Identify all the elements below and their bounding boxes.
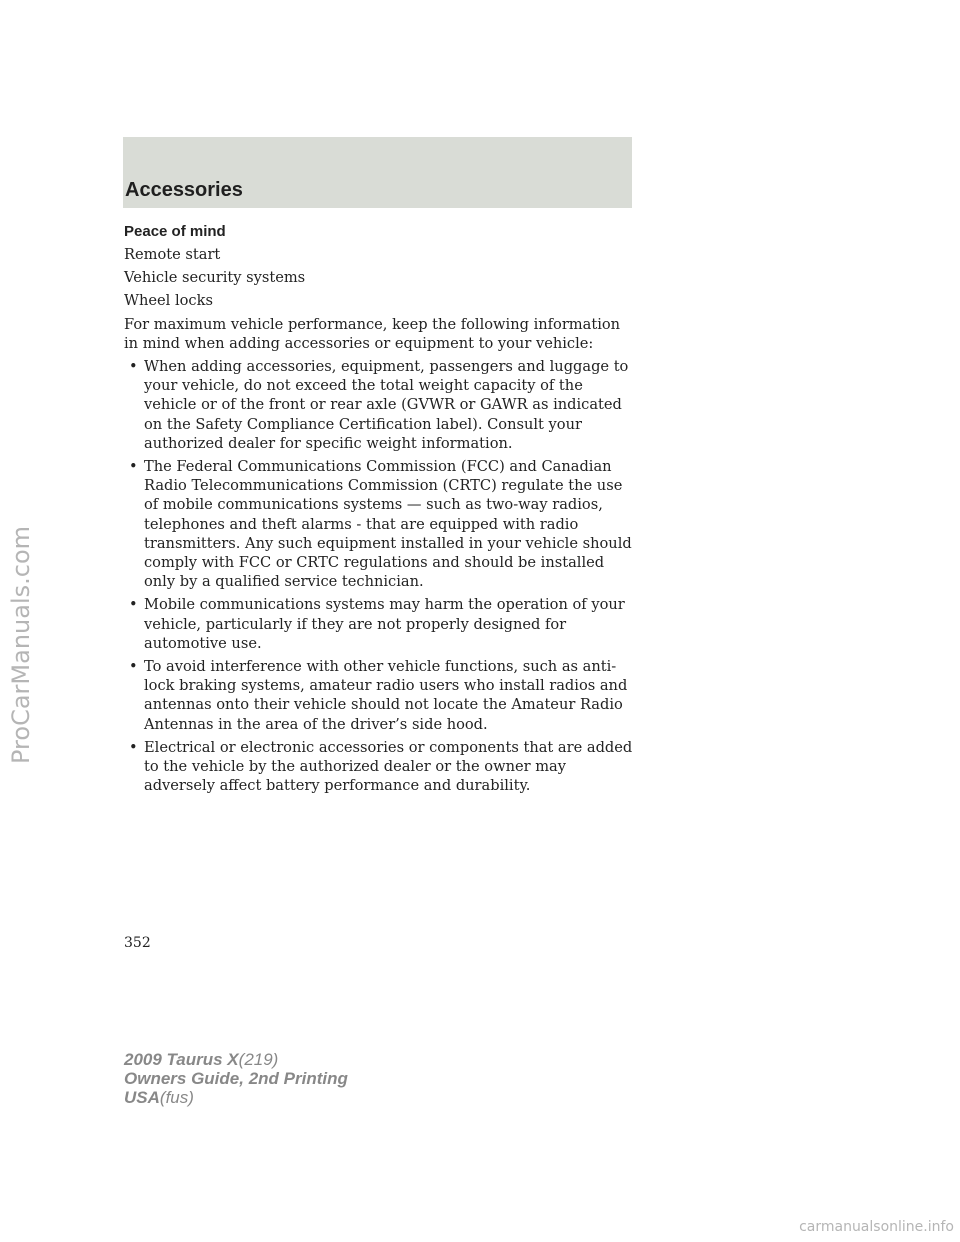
section-heading: Peace of mind — [124, 223, 226, 240]
page-number: 352 — [124, 935, 151, 951]
bottom-watermark: carmanualsonline.info — [799, 1219, 954, 1235]
bullet-list — [124, 357, 636, 795]
section-title: Accessories — [125, 179, 243, 201]
bullet-icon: • — [129, 658, 138, 676]
list-item: Wheel locks — [124, 292, 213, 310]
bullet-icon: • — [129, 596, 138, 614]
list-item: Vehicle security systems — [124, 269, 306, 287]
list-item: Remote start — [124, 246, 221, 263]
footer-market-code: (fus) — [159, 1088, 194, 1107]
bullet-text: To avoid interference with other vehicle functions, such as anti-lock braking systems, amateur radio users who install radios and antennas onto their vehicle should not locate the Amateur Radio Antennas in the area of the driver’s side hood. — [144, 658, 628, 733]
footer-line-1 — [124, 1050, 348, 1069]
bullet-text: When adding accessories, equipment, passengers and luggage to your vehicle, do not exceed the total weight capacity of the vehicle or of the front or rear axle (GVWR or GAWR as indicated on the Safety Compliance Certification label). Consult your authorized dealer for specific weight information. — [144, 358, 629, 452]
bullet-icon: • — [129, 738, 138, 756]
document-footer — [124, 1050, 348, 1107]
intro-paragraph: For maximum vehicle performance, keep the following information in mind when adding accessories or equipment to your vehicle: — [124, 315, 621, 352]
page-content — [124, 222, 636, 799]
bullet-icon: • — [129, 458, 138, 476]
bullet-item — [124, 595, 636, 653]
bullet-text: Mobile communications systems may harm the operation of your vehicle, particularly if they are not properly designed for automotive use. — [144, 596, 625, 652]
bullet-icon: • — [129, 358, 138, 376]
bullet-item — [124, 738, 636, 796]
footer-model: 2009 Taurus X — [124, 1050, 239, 1069]
section-header-band — [123, 137, 632, 208]
bullet-item — [124, 357, 636, 453]
footer-model-code: (219) — [238, 1050, 279, 1069]
footer-line-2: Owners Guide, 2nd Printing — [124, 1069, 348, 1088]
bullet-text: Electrical or electronic accessories or components that are added to the vehicle by the authorized dealer or the owner may adversely affect battery performance and durability. — [144, 738, 633, 795]
footer-line-3 — [124, 1088, 348, 1107]
side-watermark: ProCarManuals.com — [7, 525, 35, 764]
bullet-item — [124, 457, 636, 591]
footer-market: USA — [124, 1088, 160, 1107]
bullet-text: The Federal Communications Commission (FCC) and Canadian Radio Telecommunications Commission (CRTC) regulate the use of mobile communications systems — such as two-way radios, telephones and theft alarms - that are equipped with radio transmitters. Any such equipment installed in your vehicle should comply with FCC or CRTC regulations and should be installed only by a qualified service technician. — [144, 458, 632, 591]
bullet-item — [124, 657, 636, 734]
